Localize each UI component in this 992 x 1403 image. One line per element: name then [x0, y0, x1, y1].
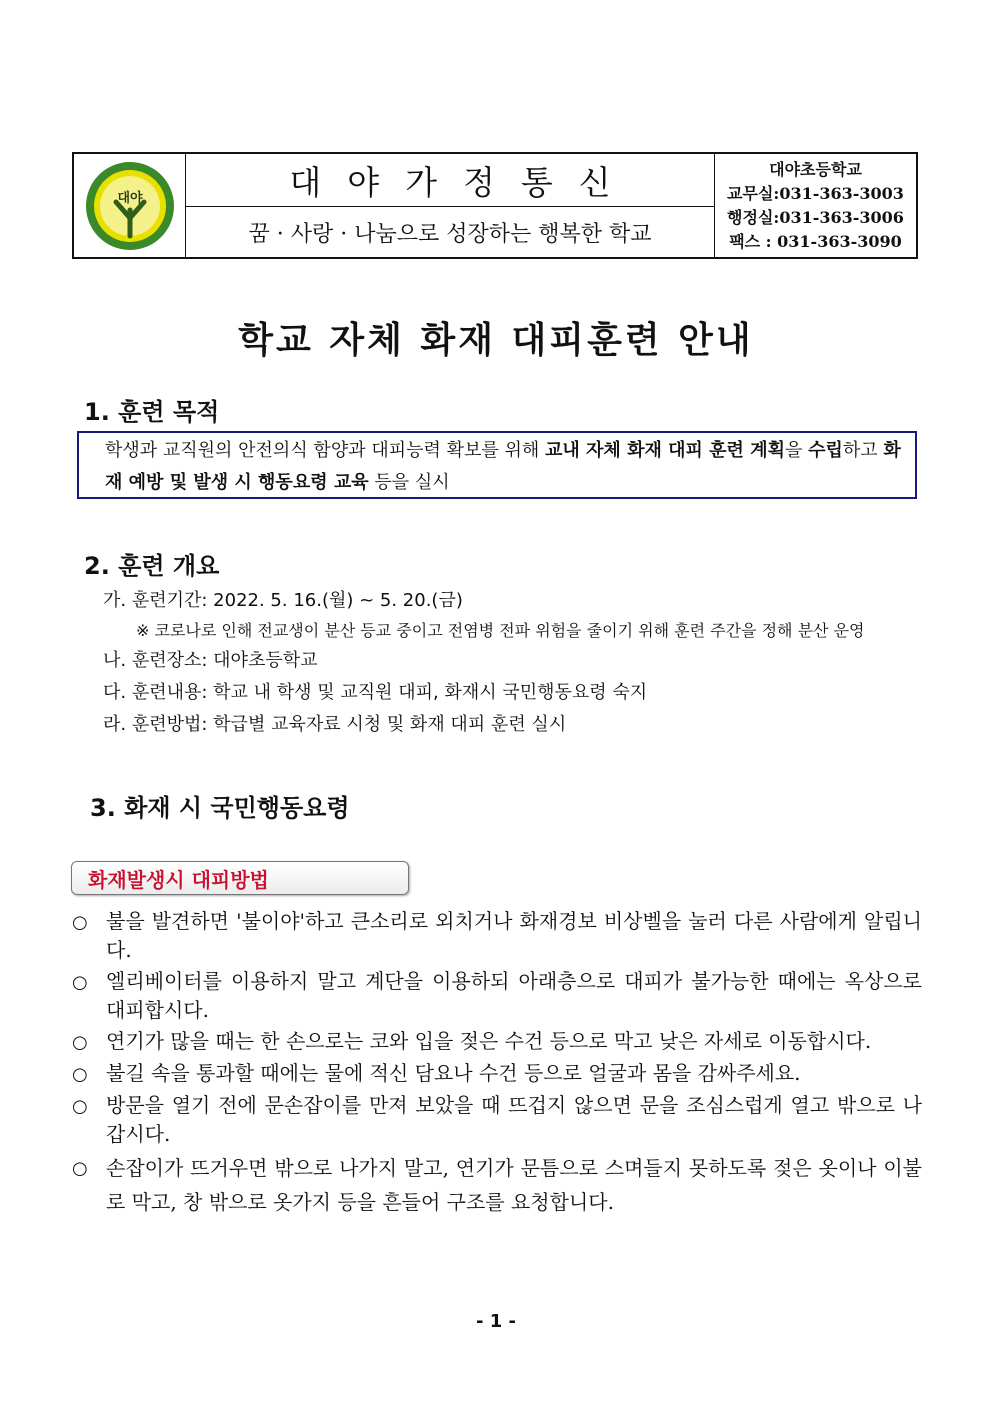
overview-content: 다. 훈련내용: 학교 내 학생 및 교직원 대피, 화재시 국민행동요령 숙지: [103, 682, 648, 703]
document-title: 학교 자체 화재 대피훈련 안내: [238, 320, 754, 361]
purpose-bold-3: 화재 예방 및 발생 시 행동요령 교육: [105, 440, 901, 493]
list-item: [72, 1027, 922, 1057]
section1-heading: 1. 훈련 목적: [84, 398, 220, 426]
purpose-text-1: 학생과 교직원의 안전의식 함양과 대피능력 확보를 위해: [105, 440, 545, 461]
purpose-text-3: 하고: [842, 440, 884, 461]
purpose-text-2: 을: [784, 440, 809, 461]
bullet-circle-icon: ○: [72, 912, 88, 933]
list-item: [72, 1059, 922, 1089]
school-motto: 꿈 · 사랑 · 나눔으로 성장하는 행복한 학교: [248, 221, 652, 247]
office-phone: 교무실:031-363-3003: [727, 183, 904, 203]
bullet-circle-icon: ○: [72, 1032, 88, 1053]
bullet-circle-icon: ○: [72, 1158, 88, 1179]
overview-method: 라. 훈련방법: 학급별 교육자료 시청 및 화재 대피 훈련 실시: [103, 714, 567, 735]
school-name: 대야초등학교: [769, 159, 862, 179]
purpose-text-4: 등을 실시: [368, 472, 450, 493]
evacuation-tag-label: 화재발생시 대피방법: [88, 867, 269, 892]
logo-text: 대야: [116, 190, 143, 206]
overview-place: 나. 훈련장소: 대야초등학교: [103, 650, 318, 671]
list-item: [72, 1091, 922, 1149]
section3-heading: 3. 화재 시 국민행동요령: [90, 794, 350, 822]
bullet-circle-icon: ○: [72, 972, 88, 993]
overview-note: ※ 코로나로 인해 전교생이 분산 등교 중이고 전염병 전파 위험을 줄이기 위해 훈련 주간을 정해 분산 운영: [136, 621, 865, 640]
newsletter-header: [72, 152, 918, 259]
purpose-bold-2: 수립: [808, 440, 843, 461]
bullet-circle-icon: ○: [72, 1096, 88, 1117]
action-list: [72, 907, 922, 1219]
bullet-circle-icon: ○: [72, 1064, 88, 1085]
contact-info: [715, 154, 916, 257]
fax-number: 팩스 : 031-363-3090: [729, 231, 902, 251]
list-item: [72, 907, 922, 965]
overview-period: 가. 훈련기간: 2022. 5. 16.(월) ~ 5. 20.(금): [103, 590, 463, 611]
list-item-text: 엘리베이터를 이용하지 말고 계단을 이용하되 아래층으로 대피가 불가능한 때에는 옥상으로 대피합시다.: [106, 969, 922, 1022]
purpose-box: [77, 431, 917, 499]
purpose-bold-1: 교내 자체 화재 대피 훈련 계획: [544, 440, 785, 461]
list-item-text: 연기가 많을 때는 한 손으로는 코와 입을 젖은 수건 등으로 막고 낮은 자세로 이동합시다.: [106, 1029, 872, 1053]
list-item: [72, 967, 922, 1025]
school-logo-cell: [74, 154, 186, 257]
newsletter-title: 대야가정통신: [186, 154, 714, 207]
section2-heading: 2. 훈련 개요: [84, 552, 220, 580]
list-item-text: 손잡이가 뜨거우면 밖으로 나가지 말고, 연기가 문틈으로 스며들지 못하도록 젖은 옷이나 이불로 막고, 창 밖으로 옷가지 등을 흔들어 구조를 요청합니다.: [106, 1156, 922, 1214]
title-cell: [186, 154, 715, 257]
list-item-text: 방문을 열기 전에 문손잡이를 만져 보았을 때 뜨겁지 않으면 문을 조심스럽게 열고 밖으로 나갑시다.: [106, 1093, 922, 1146]
admin-phone: 행정실:031-363-3006: [727, 207, 904, 227]
list-item-text: 불을 발견하면 '불이야'하고 큰소리로 외치거나 화재경보 비상벨을 눌러 다른 사람에게 알립니다.: [106, 909, 922, 962]
list-item-text: 불길 속을 통과할 때에는 물에 적신 담요나 수건 등으로 얼굴과 몸을 감싸주세요.: [106, 1061, 801, 1085]
school-logo: [80, 158, 180, 254]
page-number: - 1 -: [476, 1311, 516, 1332]
evacuation-tag: [71, 861, 409, 895]
list-item: [72, 1151, 922, 1219]
